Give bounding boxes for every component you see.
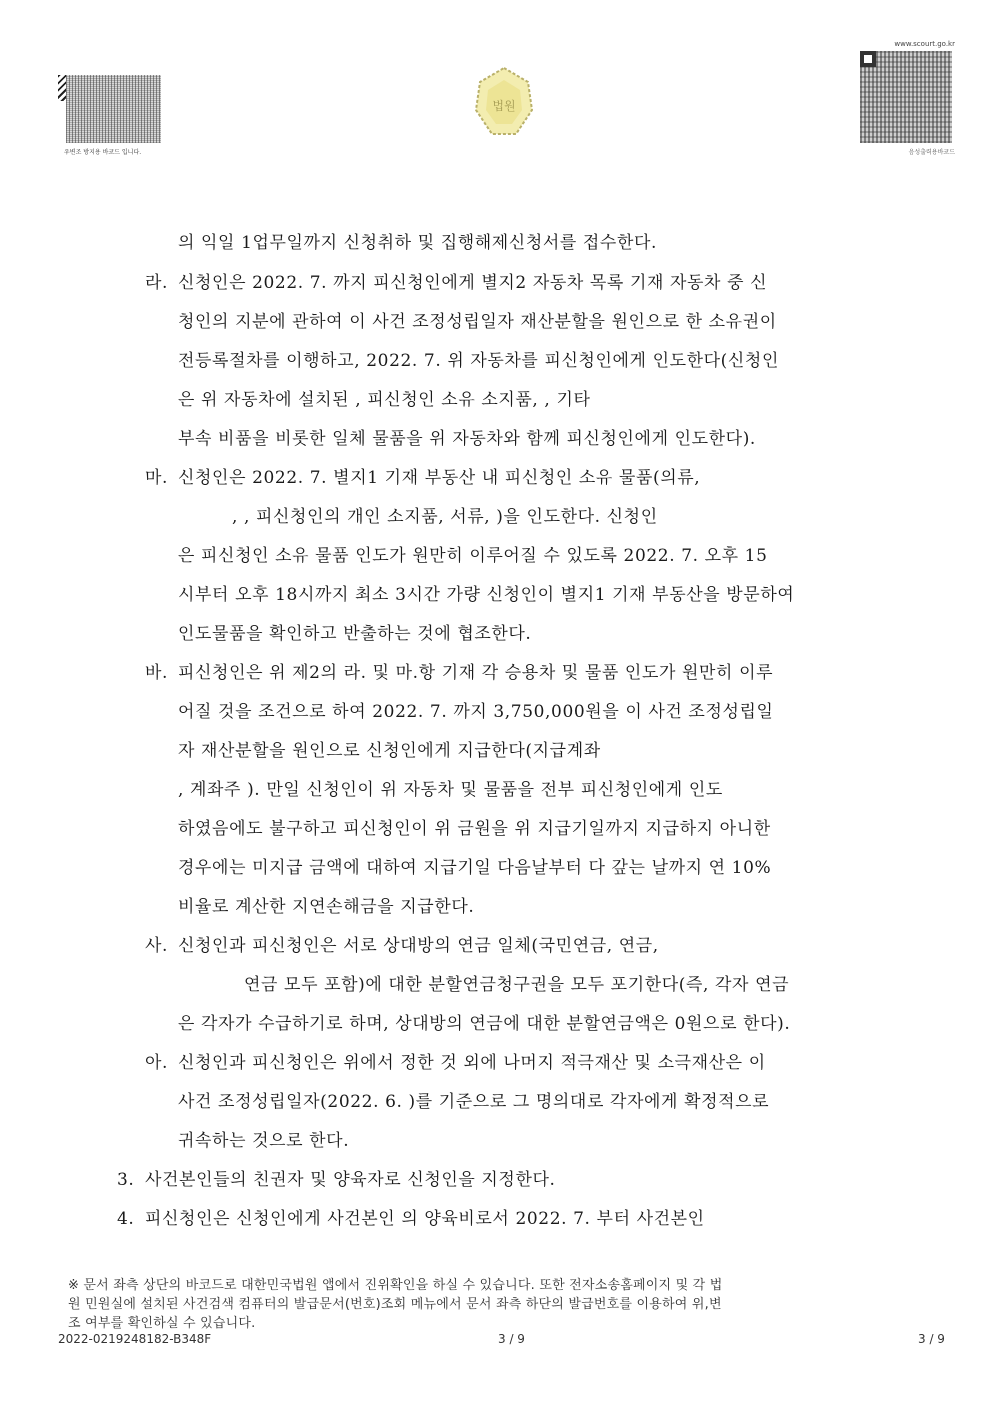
item-label: 아. — [145, 1053, 169, 1073]
body-line: 사건본인들의 친권자 및 양육자로 신청인을 지정한다. — [145, 1170, 556, 1190]
item-label: 바. — [145, 663, 169, 683]
anti-forgery-barcode — [58, 75, 163, 155]
page-number-center: 3 / 9 — [498, 1332, 525, 1346]
verification-note-line: 원 민원실에 설치된 사건검색 컴퓨터의 발급문서(번호)조회 메뉴에서 문서 좌측 하단의 발급번호를 이용하여 위,변 — [68, 1297, 722, 1312]
verification-note-line: 조 여부를 확인하실 수 있습니다. — [68, 1316, 256, 1331]
body-line: 은 각자가 수급하기로 하며, 상대방의 연금에 대한 분할연금액은 0원으로 한다). — [178, 1014, 791, 1034]
body-line: 신청인과 피신청인은 서로 상대방의 연금 일체(국민연금, 연금, — [178, 936, 659, 956]
qr-code — [860, 51, 952, 143]
body-line: 신청인과 피신청인은 위에서 정한 것 외에 나머지 적극재산 및 소극재산은 이 — [178, 1053, 766, 1073]
barcode-pattern — [66, 75, 161, 143]
body-line: 경우에는 미지급 금액에 대하여 지급기일 다음날부터 다 갚는 날까지 연 10% — [178, 858, 772, 878]
body-line: 신청인은 2022. 7. 까지 피신청인에게 별지2 자동차 목록 기재 자동차 중 신 — [178, 273, 768, 293]
body-line: 사건 조정성립일자(2022. 6. )를 기준으로 그 명의대로 각자에게 확정적으로 — [178, 1092, 770, 1112]
body-line: 어질 것을 조건으로 하여 2022. 7. 까지 3,750,000원을 이 사건 조정성립일 — [178, 702, 774, 722]
body-line: 비율로 계산한 지연손해금을 지급한다. — [178, 897, 475, 917]
body-line: 하였음에도 불구하고 피신청인이 위 금원을 위 지급기일까지 지급하지 아니한 — [178, 819, 771, 839]
body-line: 의 익일 1업무일까지 신청취하 및 집행해제신청서를 접수한다. — [178, 233, 657, 253]
verification-note-line: ※ 문서 좌측 상단의 바코드로 대한민국법원 앱에서 진위확인을 하실 수 있습니다. 또한 전자소송홈페이지 및 각 법 — [68, 1278, 723, 1293]
body-line: 시부터 오후 18시까지 최소 3시간 가량 신청인이 별지1 기재 부동산을 방문하여 — [178, 585, 795, 605]
item-label: 3. — [117, 1170, 135, 1190]
court-url: www.scourt.go.kr — [894, 40, 955, 48]
body-line: , , 피신청인의 개인 소지품, 서류, )을 인도한다. 신청인 — [232, 507, 658, 527]
body-line: 전등록절차를 이행하고, 2022. 7. 위 자동차를 피신청인에게 인도한다(신청인 — [178, 351, 779, 371]
barcode-caption: 우변조 방지용 바코드 입니다. — [64, 149, 142, 156]
body-line: 피신청인은 신청인에게 사건본인 의 양육비로서 2022. 7. 부터 사건본인 — [145, 1209, 705, 1229]
issue-number: 2022-0219248182-B348F — [58, 1332, 212, 1346]
body-line: 귀속하는 것으로 한다. — [178, 1131, 350, 1151]
seal-text: 법원 — [492, 99, 516, 113]
body-line: 청인의 지분에 관하여 이 사건 조정성립일자 재산분할을 원인으로 한 소유권이 — [178, 312, 777, 332]
item-label: 라. — [145, 273, 169, 293]
item-label: 마. — [145, 468, 169, 488]
item-label: 4. — [117, 1209, 135, 1229]
qr-caption: 음성출력용바코드 — [908, 149, 955, 156]
voice-output-barcode — [860, 40, 955, 155]
body-line: 은 위 자동차에 설치된 , 피신청인 소유 소지품, , 기타 — [178, 390, 591, 410]
page-number-right: 3 / 9 — [918, 1332, 945, 1346]
body-line: 신청인은 2022. 7. 별지1 기재 부동산 내 피신청인 소유 물품(의류, — [178, 468, 701, 488]
body-line: 연금 모두 포함)에 대한 분할연금청구권을 모두 포기한다(즉, 각자 연금 — [244, 975, 790, 995]
body-line: 인도물품을 확인하고 반출하는 것에 협조한다. — [178, 624, 532, 644]
item-label: 사. — [145, 936, 169, 956]
body-line: 피신청인은 위 제2의 라. 및 마.항 기재 각 승용차 및 물품 인도가 원만히 이루 — [178, 663, 774, 683]
body-line: 자 재산분할을 원인으로 신청인에게 지급한다(지급계좌 — [178, 741, 601, 761]
body-line: , 계좌주 ). 만일 신청인이 위 자동차 및 물품을 전부 피신청인에게 인도 — [178, 780, 723, 800]
court-seal-icon — [468, 62, 540, 142]
body-line: 부속 비품을 비롯한 일체 물품을 위 자동차와 함께 피신청인에게 인도한다). — [178, 429, 756, 449]
body-line: 은 피신청인 소유 물품 인도가 원만히 이루어질 수 있도록 2022. 7. 오후 15 — [178, 546, 768, 566]
